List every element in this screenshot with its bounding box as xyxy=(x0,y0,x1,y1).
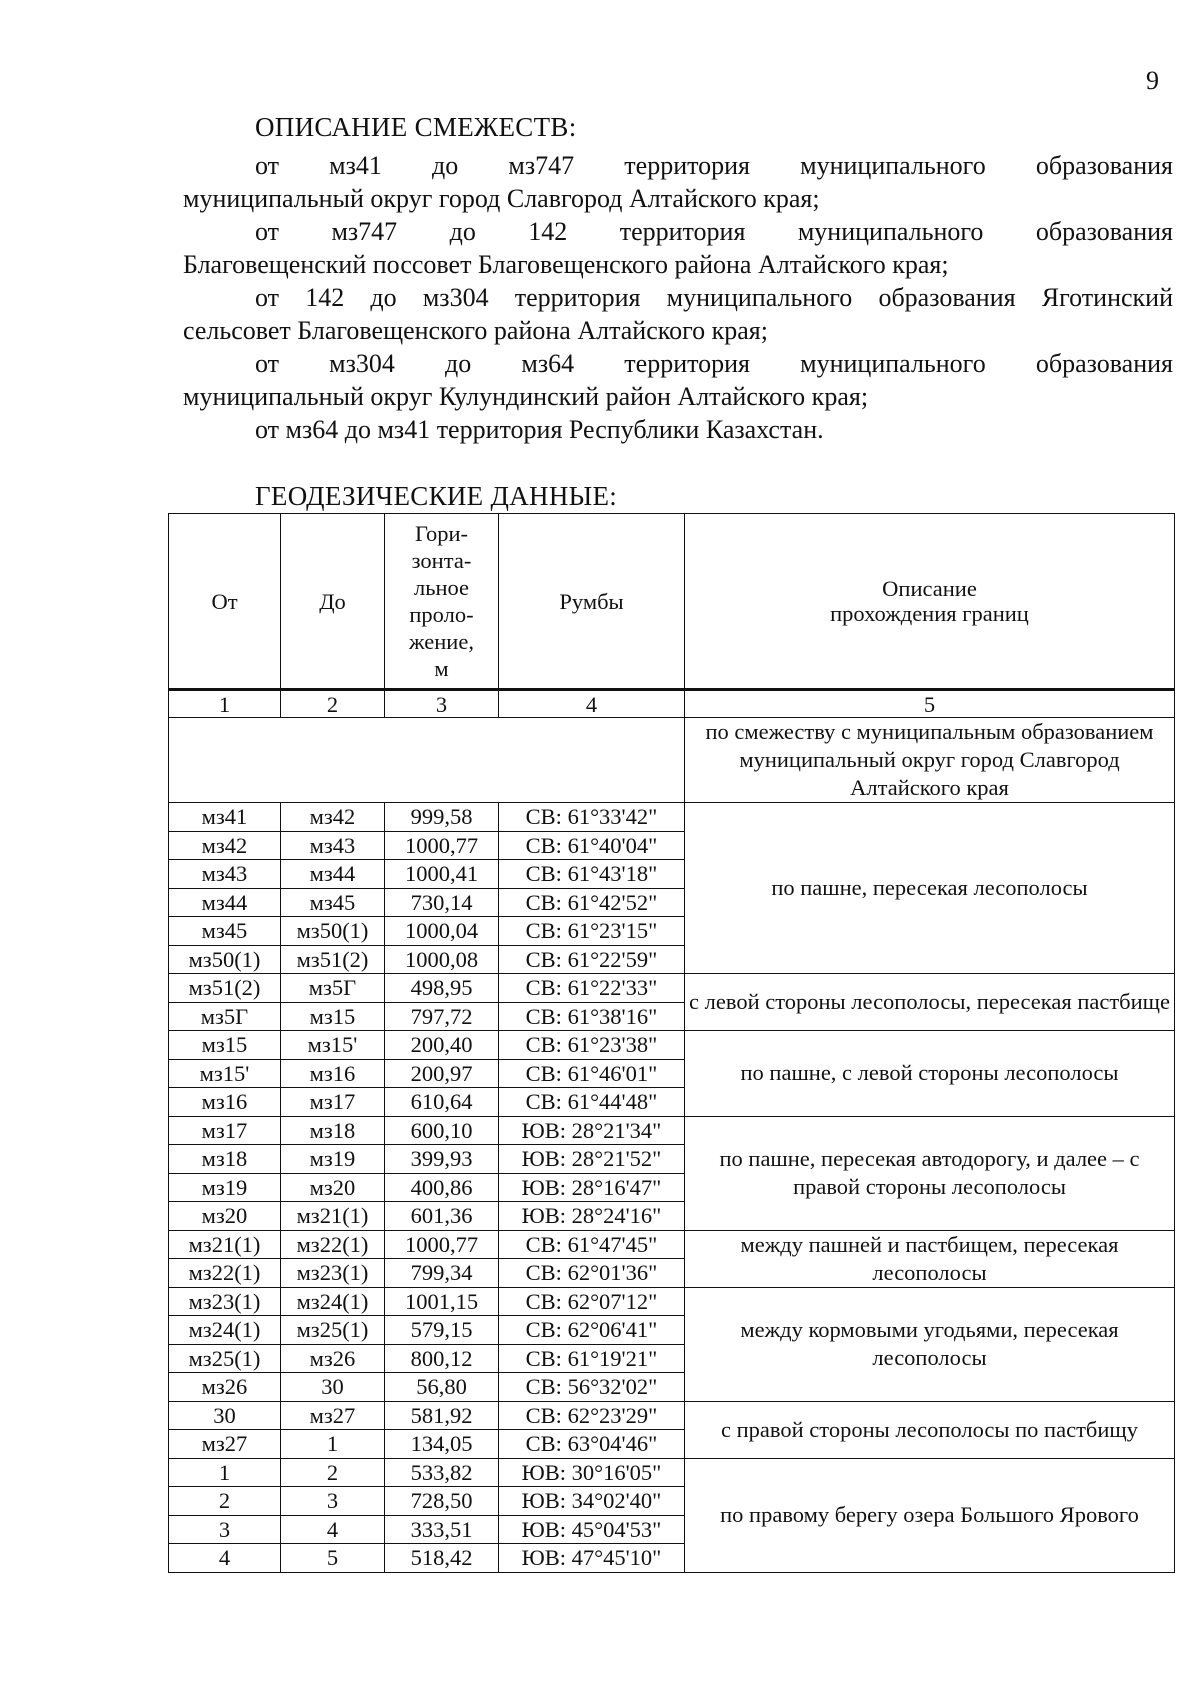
cell-distance: 200,40 xyxy=(385,1031,499,1060)
cell-distance: 399,93 xyxy=(385,1145,499,1174)
cell-distance: 134,05 xyxy=(385,1430,499,1459)
boundary-description: с правой стороны лесополосы по пастбищу xyxy=(685,1401,1175,1458)
cell-distance: 581,92 xyxy=(385,1401,499,1430)
boundary-description: по пашне, с левой стороны лесополосы xyxy=(685,1031,1175,1117)
cell-from: мз27 xyxy=(169,1430,281,1459)
cell-from: мз51(2) xyxy=(169,974,281,1003)
boundary-description: между пашней и пастбищем, пересекая лесополосы xyxy=(685,1230,1175,1287)
cell-distance: 800,12 xyxy=(385,1344,499,1373)
table-row xyxy=(169,1401,1175,1430)
cell-to: мз18 xyxy=(281,1116,385,1145)
column-number: 2 xyxy=(281,690,385,718)
cell-distance: 1000,08 xyxy=(385,945,499,974)
boundary-description: между кормовыми угодьями, пересекая лесополосы xyxy=(685,1287,1175,1401)
cell-bearing: СВ: 61°40'04" xyxy=(499,831,685,860)
cell-from: 1 xyxy=(169,1458,281,1487)
cell-bearing: СВ: 62°23'29" xyxy=(499,1401,685,1430)
cell-to: 1 xyxy=(281,1430,385,1459)
cell-bearing: СВ: 63°04'46" xyxy=(499,1430,685,1459)
cell-from: мз18 xyxy=(169,1145,281,1174)
section-row xyxy=(169,718,1175,803)
cell-distance: 333,51 xyxy=(385,1515,499,1544)
cell-distance: 797,72 xyxy=(385,1002,499,1031)
cell-bearing: СВ: 62°07'12" xyxy=(499,1287,685,1316)
cell-from: мз17 xyxy=(169,1116,281,1145)
cell-from: мз20 xyxy=(169,1202,281,1231)
cell-to: мз44 xyxy=(281,860,385,889)
cell-from: мз15 xyxy=(169,1031,281,1060)
adjacency-item-4-line2: муниципальный округ Кулундинский район Алтайского края; xyxy=(183,382,869,411)
cell-from: мз43 xyxy=(169,860,281,889)
cell-from: мз16 xyxy=(169,1088,281,1117)
table-row xyxy=(169,1031,1175,1060)
cell-distance: 1000,41 xyxy=(385,860,499,889)
cell-distance: 1000,04 xyxy=(385,917,499,946)
cell-bearing: ЮВ: 47°45'10" xyxy=(499,1544,685,1573)
cell-bearing: СВ: 62°01'36" xyxy=(499,1259,685,1288)
cell-distance: 600,10 xyxy=(385,1116,499,1145)
cell-distance: 1001,15 xyxy=(385,1287,499,1316)
table-row xyxy=(169,1287,1175,1316)
cell-bearing: СВ: 61°38'16" xyxy=(499,1002,685,1031)
cell-to: мз43 xyxy=(281,831,385,860)
cell-bearing: СВ: 61°33'42" xyxy=(499,803,685,832)
cell-from: 2 xyxy=(169,1487,281,1516)
header-distance: Гори- зонта- льное проло- жение, м xyxy=(385,514,499,690)
column-number: 4 xyxy=(499,690,685,718)
cell-distance: 56,80 xyxy=(385,1373,499,1402)
cell-distance: 799,34 xyxy=(385,1259,499,1288)
table-row xyxy=(169,974,1175,1003)
adjacency-title: ОПИСАНИЕ СМЕЖЕСТВ: xyxy=(255,112,577,142)
cell-bearing: СВ: 61°47'45" xyxy=(499,1230,685,1259)
cell-to: мз51(2) xyxy=(281,945,385,974)
cell-to: мз23(1) xyxy=(281,1259,385,1288)
header-description: Описание прохождения границ xyxy=(685,514,1175,690)
cell-bearing: ЮВ: 34°02'40" xyxy=(499,1487,685,1516)
cell-distance: 400,86 xyxy=(385,1173,499,1202)
cell-distance: 1000,77 xyxy=(385,1230,499,1259)
cell-bearing: СВ: 61°23'38" xyxy=(499,1031,685,1060)
adjacency-item-5-line1: от мз64 до мз41 территория Республики Казахстан. xyxy=(255,415,824,444)
cell-to: мз17 xyxy=(281,1088,385,1117)
cell-to: мз26 xyxy=(281,1344,385,1373)
table-row xyxy=(169,1458,1175,1487)
adjacency-list xyxy=(183,149,1173,446)
table-row xyxy=(169,803,1175,832)
cell-bearing: ЮВ: 45°04'53" xyxy=(499,1515,685,1544)
adjacency-item-1-line1: от мз41 до мз747 территория муниципального образования xyxy=(255,151,1173,180)
cell-bearing: СВ: 56°32'02" xyxy=(499,1373,685,1402)
cell-from: 3 xyxy=(169,1515,281,1544)
adjacency-item-3-line2: сельсовет Благовещенского района Алтайского края; xyxy=(183,316,768,345)
cell-bearing: СВ: 61°22'33" xyxy=(499,974,685,1003)
page-number: 9 xyxy=(1146,66,1159,95)
cell-to: мз24(1) xyxy=(281,1287,385,1316)
cell-to: мз27 xyxy=(281,1401,385,1430)
cell-from: мз15' xyxy=(169,1059,281,1088)
cell-to: мз22(1) xyxy=(281,1230,385,1259)
cell-distance: 999,58 xyxy=(385,803,499,832)
cell-from: мз21(1) xyxy=(169,1230,281,1259)
cell-distance: 601,36 xyxy=(385,1202,499,1231)
boundary-description: по пашне, пересекая автодорогу, и далее – с правой стороны лесополосы xyxy=(685,1116,1175,1230)
cell-from: мз25(1) xyxy=(169,1344,281,1373)
cell-from: мз26 xyxy=(169,1373,281,1402)
table-row xyxy=(169,1116,1175,1145)
cell-to: мз50(1) xyxy=(281,917,385,946)
cell-bearing: СВ: 61°23'15" xyxy=(499,917,685,946)
cell-from: мз45 xyxy=(169,917,281,946)
adjacency-item-4-line1: от мз304 до мз64 территория муниципального образования xyxy=(255,349,1173,378)
cell-to: мз21(1) xyxy=(281,1202,385,1231)
cell-to: мз25(1) xyxy=(281,1316,385,1345)
cell-to: мз15' xyxy=(281,1031,385,1060)
table-row xyxy=(169,1230,1175,1259)
section-empty-cell xyxy=(169,718,685,803)
cell-from: 30 xyxy=(169,1401,281,1430)
cell-bearing: ЮВ: 28°21'52" xyxy=(499,1145,685,1174)
header-to: До xyxy=(281,514,385,690)
cell-to: 2 xyxy=(281,1458,385,1487)
cell-from: мз19 xyxy=(169,1173,281,1202)
column-number-row xyxy=(169,690,1175,718)
adjacency-item-3-line1: от 142 до мз304 территория муниципального образования Яготинский xyxy=(255,283,1173,312)
cell-distance: 579,15 xyxy=(385,1316,499,1345)
cell-bearing: ЮВ: 28°16'47" xyxy=(499,1173,685,1202)
cell-to: мз16 xyxy=(281,1059,385,1088)
cell-to: мз20 xyxy=(281,1173,385,1202)
header-from: От xyxy=(169,514,281,690)
adjacency-item-2-line2: Благовещенский поссовет Благовещенского района Алтайского края; xyxy=(183,250,949,279)
cell-from: мз5Г xyxy=(169,1002,281,1031)
cell-from: мз23(1) xyxy=(169,1287,281,1316)
cell-to: 30 xyxy=(281,1373,385,1402)
cell-bearing: ЮВ: 28°21'34" xyxy=(499,1116,685,1145)
cell-to: мз15 xyxy=(281,1002,385,1031)
boundary-description: по пашне, пересекая лесополосы xyxy=(685,803,1175,974)
cell-to: мз5Г xyxy=(281,974,385,1003)
column-number: 3 xyxy=(385,690,499,718)
cell-to: мз45 xyxy=(281,888,385,917)
cell-to: мз42 xyxy=(281,803,385,832)
cell-distance: 200,97 xyxy=(385,1059,499,1088)
cell-bearing: СВ: 61°42'52" xyxy=(499,888,685,917)
cell-to: мз19 xyxy=(281,1145,385,1174)
cell-distance: 518,42 xyxy=(385,1544,499,1573)
adjacency-item-2-line1: от мз747 до 142 территория муниципального образования xyxy=(255,217,1173,246)
cell-from: мз42 xyxy=(169,831,281,860)
column-number: 5 xyxy=(685,690,1175,718)
cell-distance: 498,95 xyxy=(385,974,499,1003)
geodata-table xyxy=(168,513,1175,1573)
cell-bearing: СВ: 61°22'59" xyxy=(499,945,685,974)
cell-to: 5 xyxy=(281,1544,385,1573)
cell-bearing: ЮВ: 30°16'05" xyxy=(499,1458,685,1487)
cell-bearing: СВ: 61°46'01" xyxy=(499,1059,685,1088)
cell-from: мз50(1) xyxy=(169,945,281,974)
cell-distance: 533,82 xyxy=(385,1458,499,1487)
table-header-row xyxy=(169,514,1175,690)
section-description: по смежеству с муниципальным образованием муниципальный округ город Славгород Алтайского края xyxy=(685,718,1175,803)
column-number: 1 xyxy=(169,690,281,718)
geodata-title: ГЕОДЕЗИЧЕСКИЕ ДАННЫЕ: xyxy=(255,481,618,511)
cell-to: 3 xyxy=(281,1487,385,1516)
boundary-description: с левой стороны лесополосы, пересекая пастбище xyxy=(685,974,1175,1031)
cell-bearing: ЮВ: 28°24'16" xyxy=(499,1202,685,1231)
cell-from: мз41 xyxy=(169,803,281,832)
cell-bearing: СВ: 61°43'18" xyxy=(499,860,685,889)
cell-distance: 728,50 xyxy=(385,1487,499,1516)
cell-bearing: СВ: 61°19'21" xyxy=(499,1344,685,1373)
cell-from: мз22(1) xyxy=(169,1259,281,1288)
adjacency-item-1-line2: муниципальный округ город Славгород Алтайского края; xyxy=(183,184,820,213)
cell-bearing: СВ: 61°44'48" xyxy=(499,1088,685,1117)
cell-bearing: СВ: 62°06'41" xyxy=(499,1316,685,1345)
cell-distance: 1000,77 xyxy=(385,831,499,860)
cell-distance: 730,14 xyxy=(385,888,499,917)
cell-to: 4 xyxy=(281,1515,385,1544)
cell-from: 4 xyxy=(169,1544,281,1573)
cell-from: мз44 xyxy=(169,888,281,917)
cell-distance: 610,64 xyxy=(385,1088,499,1117)
cell-from: мз24(1) xyxy=(169,1316,281,1345)
header-bearing: Румбы xyxy=(499,514,685,690)
boundary-description: по правому берегу озера Большого Ярового xyxy=(685,1458,1175,1572)
